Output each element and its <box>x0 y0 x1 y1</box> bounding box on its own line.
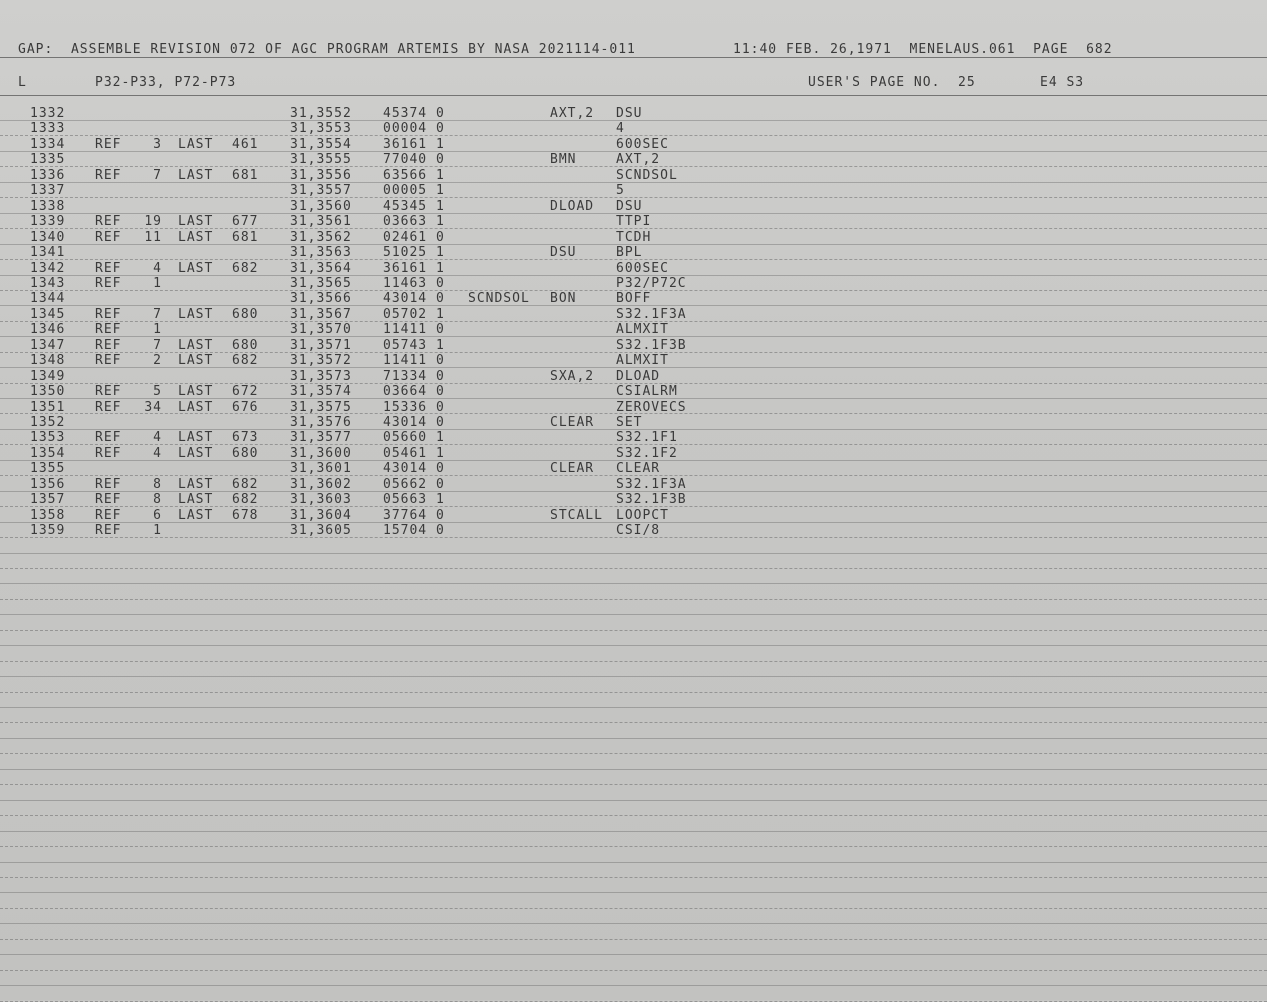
last-keyword: LAST <box>178 337 214 353</box>
ref-count: 1 <box>153 275 162 291</box>
paper-rule-line <box>0 182 1267 183</box>
listing-row <box>0 183 1267 198</box>
paper-dashed-line <box>0 630 1267 631</box>
line-number: 1349 <box>30 368 66 384</box>
bank-code: E4 S3 <box>1040 75 1085 90</box>
paper-rule-line <box>0 367 1267 368</box>
octal-word: 15704 0 <box>383 523 445 539</box>
paper-dashed-line <box>0 568 1267 569</box>
last-page: 682 <box>232 476 259 492</box>
bank-address: 31,3602 <box>290 476 352 492</box>
ref-count: 11 <box>144 229 162 245</box>
operand: 5 <box>616 183 625 199</box>
line-number: 1346 <box>30 322 66 338</box>
octal-word: 45345 1 <box>383 198 445 214</box>
line-number: 1352 <box>30 415 66 430</box>
last-page: 677 <box>232 214 259 230</box>
operand: CSI/8 <box>616 523 661 539</box>
section-title: P32-P33, P72-P73 <box>95 75 237 90</box>
paper-dashed-line <box>0 383 1267 384</box>
ref-keyword: REF <box>95 167 122 183</box>
last-keyword: LAST <box>178 167 214 183</box>
last-page: 681 <box>232 167 259 183</box>
line-number: 1341 <box>30 245 66 261</box>
paper-dashed-line <box>0 352 1267 353</box>
octal-word: 11411 0 <box>383 322 445 338</box>
operand: S32.1F3A <box>616 306 687 322</box>
listing-row <box>0 245 1267 260</box>
operand: 4 <box>616 121 625 137</box>
bank-address: 31,3566 <box>290 291 352 307</box>
paper-dashed-line <box>0 815 1267 816</box>
bank-address: 31,3603 <box>290 492 352 508</box>
listing-row <box>0 276 1267 291</box>
paper-dashed-line <box>0 537 1267 538</box>
listing-row <box>0 307 1267 322</box>
operand: BPL <box>616 245 643 261</box>
bank-address: 31,3562 <box>290 229 352 245</box>
paper-rule-line <box>0 831 1267 832</box>
bank-address: 31,3567 <box>290 306 352 322</box>
line-number: 1347 <box>30 337 66 353</box>
operand: P32/P72C <box>616 275 687 291</box>
listing-row <box>0 446 1267 461</box>
operand: ALMXIT <box>616 322 669 338</box>
octal-word: 00004 0 <box>383 121 445 137</box>
listing-type-code: L <box>18 75 27 90</box>
paper-rule-line <box>0 645 1267 646</box>
paper-rule-line <box>0 954 1267 955</box>
listing-row <box>0 214 1267 229</box>
last-page: 672 <box>232 384 259 400</box>
bank-address: 31,3571 <box>290 337 352 353</box>
bank-address: 31,3560 <box>290 198 352 214</box>
ref-count: 6 <box>153 507 162 523</box>
ref-count: 7 <box>153 337 162 353</box>
last-page: 680 <box>232 337 259 353</box>
ref-keyword: REF <box>95 492 122 508</box>
paper-rule-line <box>0 491 1267 492</box>
listing-header-left: GAP: ASSEMBLE REVISION 072 OF AGC PROGRAM ARTEMIS BY NASA 2021114-011 <box>18 42 636 57</box>
ref-keyword: REF <box>95 507 122 523</box>
paper-rule-line <box>0 553 1267 554</box>
bank-address: 31,3570 <box>290 322 352 338</box>
listing-row <box>0 415 1267 430</box>
octal-word: 15336 0 <box>383 399 445 415</box>
listing-row <box>0 230 1267 245</box>
listing-row <box>0 523 1267 538</box>
octal-word: 11411 0 <box>383 353 445 369</box>
paper-rule-line <box>0 862 1267 863</box>
ref-count: 4 <box>153 430 162 446</box>
paper-rule-line <box>0 800 1267 801</box>
paper-rule-line <box>0 769 1267 770</box>
operand: ALMXIT <box>616 353 669 369</box>
octal-word: 71334 0 <box>383 368 445 384</box>
bank-address: 31,3563 <box>290 245 352 261</box>
paper-rule-line <box>0 460 1267 461</box>
paper-rule-line <box>0 892 1267 893</box>
ref-count: 1 <box>153 523 162 539</box>
octal-word: 45374 0 <box>383 106 445 121</box>
bank-address: 31,3572 <box>290 353 352 369</box>
line-number: 1359 <box>30 523 66 539</box>
last-keyword: LAST <box>178 260 214 276</box>
last-keyword: LAST <box>178 399 214 415</box>
line-number: 1335 <box>30 152 66 168</box>
paper-dashed-line <box>0 321 1267 322</box>
bank-address: 31,3576 <box>290 415 352 430</box>
ref-keyword: REF <box>95 275 122 291</box>
paper-rule-line <box>0 336 1267 337</box>
ref-keyword: REF <box>95 445 122 461</box>
last-keyword: LAST <box>178 384 214 400</box>
last-keyword: LAST <box>178 445 214 461</box>
line-number: 1350 <box>30 384 66 400</box>
ref-keyword: REF <box>95 353 122 369</box>
bank-address: 31,3605 <box>290 523 352 539</box>
bank-address: 31,3565 <box>290 275 352 291</box>
opcode: SXA,2 <box>550 368 595 384</box>
octal-word: 05660 1 <box>383 430 445 446</box>
paper-rule-line <box>0 213 1267 214</box>
paper-rule-line <box>0 738 1267 739</box>
octal-word: 43014 0 <box>383 461 445 477</box>
bank-address: 31,3574 <box>290 384 352 400</box>
line-number: 1334 <box>30 136 66 152</box>
paper-rule-line <box>0 522 1267 523</box>
paper-rule-line <box>0 305 1267 306</box>
ref-count: 4 <box>153 445 162 461</box>
octal-word: 03663 1 <box>383 214 445 230</box>
last-page: 678 <box>232 507 259 523</box>
bank-address: 31,3601 <box>290 461 352 477</box>
octal-word: 05461 1 <box>383 445 445 461</box>
paper-dashed-line <box>0 784 1267 785</box>
octal-word: 43014 0 <box>383 291 445 307</box>
line-number: 1354 <box>30 445 66 461</box>
last-page: 682 <box>232 260 259 276</box>
line-number: 1340 <box>30 229 66 245</box>
octal-word: 36161 1 <box>383 260 445 276</box>
ref-count: 1 <box>153 322 162 338</box>
operand: ZEROVECS <box>616 399 687 415</box>
last-keyword: LAST <box>178 136 214 152</box>
paper-rule-line <box>0 398 1267 399</box>
last-keyword: LAST <box>178 214 214 230</box>
octal-word: 77040 0 <box>383 152 445 168</box>
ref-count: 4 <box>153 260 162 276</box>
bank-address: 31,3604 <box>290 507 352 523</box>
paper-rule-line <box>0 429 1267 430</box>
paper-dashed-line <box>0 908 1267 909</box>
line-number: 1345 <box>30 306 66 322</box>
paper-dashed-line <box>0 413 1267 414</box>
octal-word: 43014 0 <box>383 415 445 430</box>
octal-word: 63566 1 <box>383 167 445 183</box>
ref-keyword: REF <box>95 322 122 338</box>
operand: BOFF <box>616 291 652 307</box>
operand: DSU <box>616 198 643 214</box>
octal-word: 05743 1 <box>383 337 445 353</box>
listing-row <box>0 353 1267 368</box>
operand: S32.1F3B <box>616 337 687 353</box>
opcode: BMN <box>550 152 577 168</box>
ref-keyword: REF <box>95 260 122 276</box>
paper-dashed-line <box>0 939 1267 940</box>
listing-row <box>0 137 1267 152</box>
line-number: 1351 <box>30 399 66 415</box>
last-page: 682 <box>232 353 259 369</box>
paper-dashed-line <box>0 166 1267 167</box>
operand: DLOAD <box>616 368 661 384</box>
listing-row <box>0 261 1267 276</box>
paper-rule-line <box>0 707 1267 708</box>
paper-rule-line <box>0 614 1267 615</box>
last-keyword: LAST <box>178 306 214 322</box>
operand: SCNDSOL <box>616 167 678 183</box>
paper-rule-line <box>0 244 1267 245</box>
operand: DSU <box>616 106 643 121</box>
paper-dashed-line <box>0 599 1267 600</box>
paper-rule-line <box>0 676 1267 677</box>
paper-dashed-line <box>0 290 1267 291</box>
ref-count: 8 <box>153 476 162 492</box>
octal-word: 11463 0 <box>383 275 445 291</box>
listing-row <box>0 384 1267 399</box>
last-page: 681 <box>232 229 259 245</box>
ref-keyword: REF <box>95 136 122 152</box>
bank-address: 31,3577 <box>290 430 352 446</box>
opcode: CLEAR <box>550 415 595 430</box>
paper-rule-line <box>0 120 1267 121</box>
line-number: 1348 <box>30 353 66 369</box>
listing-row <box>0 492 1267 507</box>
bank-address: 31,3554 <box>290 136 352 152</box>
octal-word: 00005 1 <box>383 183 445 199</box>
octal-word: 37764 0 <box>383 507 445 523</box>
listing-header-right: 11:40 FEB. 26,1971 MENELAUS.061 PAGE 682 <box>733 42 1113 57</box>
paper-dashed-line <box>0 475 1267 476</box>
octal-word: 03664 0 <box>383 384 445 400</box>
listing-row <box>0 199 1267 214</box>
ref-keyword: REF <box>95 399 122 415</box>
operand: S32.1F3B <box>616 492 687 508</box>
paper-dashed-line <box>0 692 1267 693</box>
line-number: 1356 <box>30 476 66 492</box>
operand: TCDH <box>616 229 652 245</box>
opcode: CLEAR <box>550 461 595 477</box>
bank-address: 31,3573 <box>290 368 352 384</box>
listing-row <box>0 338 1267 353</box>
paper-rule-line <box>0 275 1267 276</box>
paper-dashed-line <box>0 197 1267 198</box>
opcode: BON <box>550 291 577 307</box>
line-number: 1357 <box>30 492 66 508</box>
bank-address: 31,3575 <box>290 399 352 415</box>
paper-dashed-line <box>0 228 1267 229</box>
operand: 600SEC <box>616 260 669 276</box>
listing-row <box>0 168 1267 183</box>
paper-dashed-line <box>0 722 1267 723</box>
operand: S32.1F3A <box>616 476 687 492</box>
paper-rule-line <box>0 583 1267 584</box>
listing-row <box>0 508 1267 523</box>
line-number: 1337 <box>30 183 66 199</box>
last-page: 676 <box>232 399 259 415</box>
ref-keyword: REF <box>95 229 122 245</box>
operand: 600SEC <box>616 136 669 152</box>
bank-address: 31,3557 <box>290 183 352 199</box>
listing-row <box>0 106 1267 121</box>
octal-word: 05702 1 <box>383 306 445 322</box>
paper-rule-line <box>0 923 1267 924</box>
ref-count: 5 <box>153 384 162 400</box>
bank-address: 31,3561 <box>290 214 352 230</box>
last-keyword: LAST <box>178 492 214 508</box>
line-number: 1344 <box>30 291 66 307</box>
last-page: 682 <box>232 492 259 508</box>
operand: SET <box>616 415 643 430</box>
octal-word: 51025 1 <box>383 245 445 261</box>
paper-dashed-line <box>0 661 1267 662</box>
ref-keyword: REF <box>95 337 122 353</box>
ref-count: 7 <box>153 306 162 322</box>
listing-row <box>0 369 1267 384</box>
line-number: 1336 <box>30 167 66 183</box>
paper-dashed-line <box>0 444 1267 445</box>
line-number: 1355 <box>30 461 66 477</box>
last-page: 680 <box>232 445 259 461</box>
operand: LOOPCT <box>616 507 669 523</box>
paper-rule-line <box>0 985 1267 986</box>
header-rule <box>0 57 1267 58</box>
ref-keyword: REF <box>95 214 122 230</box>
opcode: DSU <box>550 245 577 261</box>
ref-count: 34 <box>144 399 162 415</box>
ref-count: 7 <box>153 167 162 183</box>
paper-dashed-line <box>0 135 1267 136</box>
line-number: 1343 <box>30 275 66 291</box>
listing-row <box>0 477 1267 492</box>
octal-word: 02461 0 <box>383 229 445 245</box>
operand: S32.1F1 <box>616 430 678 446</box>
line-number: 1339 <box>30 214 66 230</box>
operand: S32.1F2 <box>616 445 678 461</box>
opcode: STCALL <box>550 507 603 523</box>
ref-keyword: REF <box>95 476 122 492</box>
line-number: 1358 <box>30 507 66 523</box>
line-number: 1333 <box>30 121 66 137</box>
octal-word: 36161 1 <box>383 136 445 152</box>
subheader-rule <box>0 95 1267 96</box>
octal-word: 05662 0 <box>383 476 445 492</box>
last-page: 461 <box>232 136 259 152</box>
octal-word: 05663 1 <box>383 492 445 508</box>
ref-count: 2 <box>153 353 162 369</box>
symbol-label: SCNDSOL <box>468 291 530 307</box>
line-number: 1342 <box>30 260 66 276</box>
operand: TTPI <box>616 214 652 230</box>
operand: CSIALRM <box>616 384 678 400</box>
ref-count: 19 <box>144 214 162 230</box>
operand: CLEAR <box>616 461 661 477</box>
last-keyword: LAST <box>178 476 214 492</box>
last-page: 673 <box>232 430 259 446</box>
last-keyword: LAST <box>178 430 214 446</box>
ref-keyword: REF <box>95 523 122 539</box>
paper-dashed-line <box>0 846 1267 847</box>
paper-dashed-line <box>0 877 1267 878</box>
last-keyword: LAST <box>178 229 214 245</box>
last-keyword: LAST <box>178 353 214 369</box>
last-page: 680 <box>232 306 259 322</box>
bank-address: 31,3564 <box>290 260 352 276</box>
ref-count: 3 <box>153 136 162 152</box>
paper-rule-line <box>0 151 1267 152</box>
bank-address: 31,3553 <box>290 121 352 137</box>
paper-dashed-line <box>0 753 1267 754</box>
line-number: 1332 <box>30 106 66 121</box>
bank-address: 31,3552 <box>290 106 352 121</box>
bank-address: 31,3556 <box>290 167 352 183</box>
ref-keyword: REF <box>95 306 122 322</box>
operand: AXT,2 <box>616 152 661 168</box>
bank-address: 31,3555 <box>290 152 352 168</box>
ref-keyword: REF <box>95 430 122 446</box>
opcode: AXT,2 <box>550 106 595 121</box>
paper-dashed-line <box>0 506 1267 507</box>
paper-dashed-line <box>0 259 1267 260</box>
paper-dashed-line <box>0 970 1267 971</box>
line-number: 1338 <box>30 198 66 214</box>
ref-count: 8 <box>153 492 162 508</box>
bank-address: 31,3600 <box>290 445 352 461</box>
ref-keyword: REF <box>95 384 122 400</box>
last-keyword: LAST <box>178 507 214 523</box>
opcode: DLOAD <box>550 198 595 214</box>
users-page-number: USER'S PAGE NO. 25 <box>808 75 976 90</box>
line-number: 1353 <box>30 430 66 446</box>
